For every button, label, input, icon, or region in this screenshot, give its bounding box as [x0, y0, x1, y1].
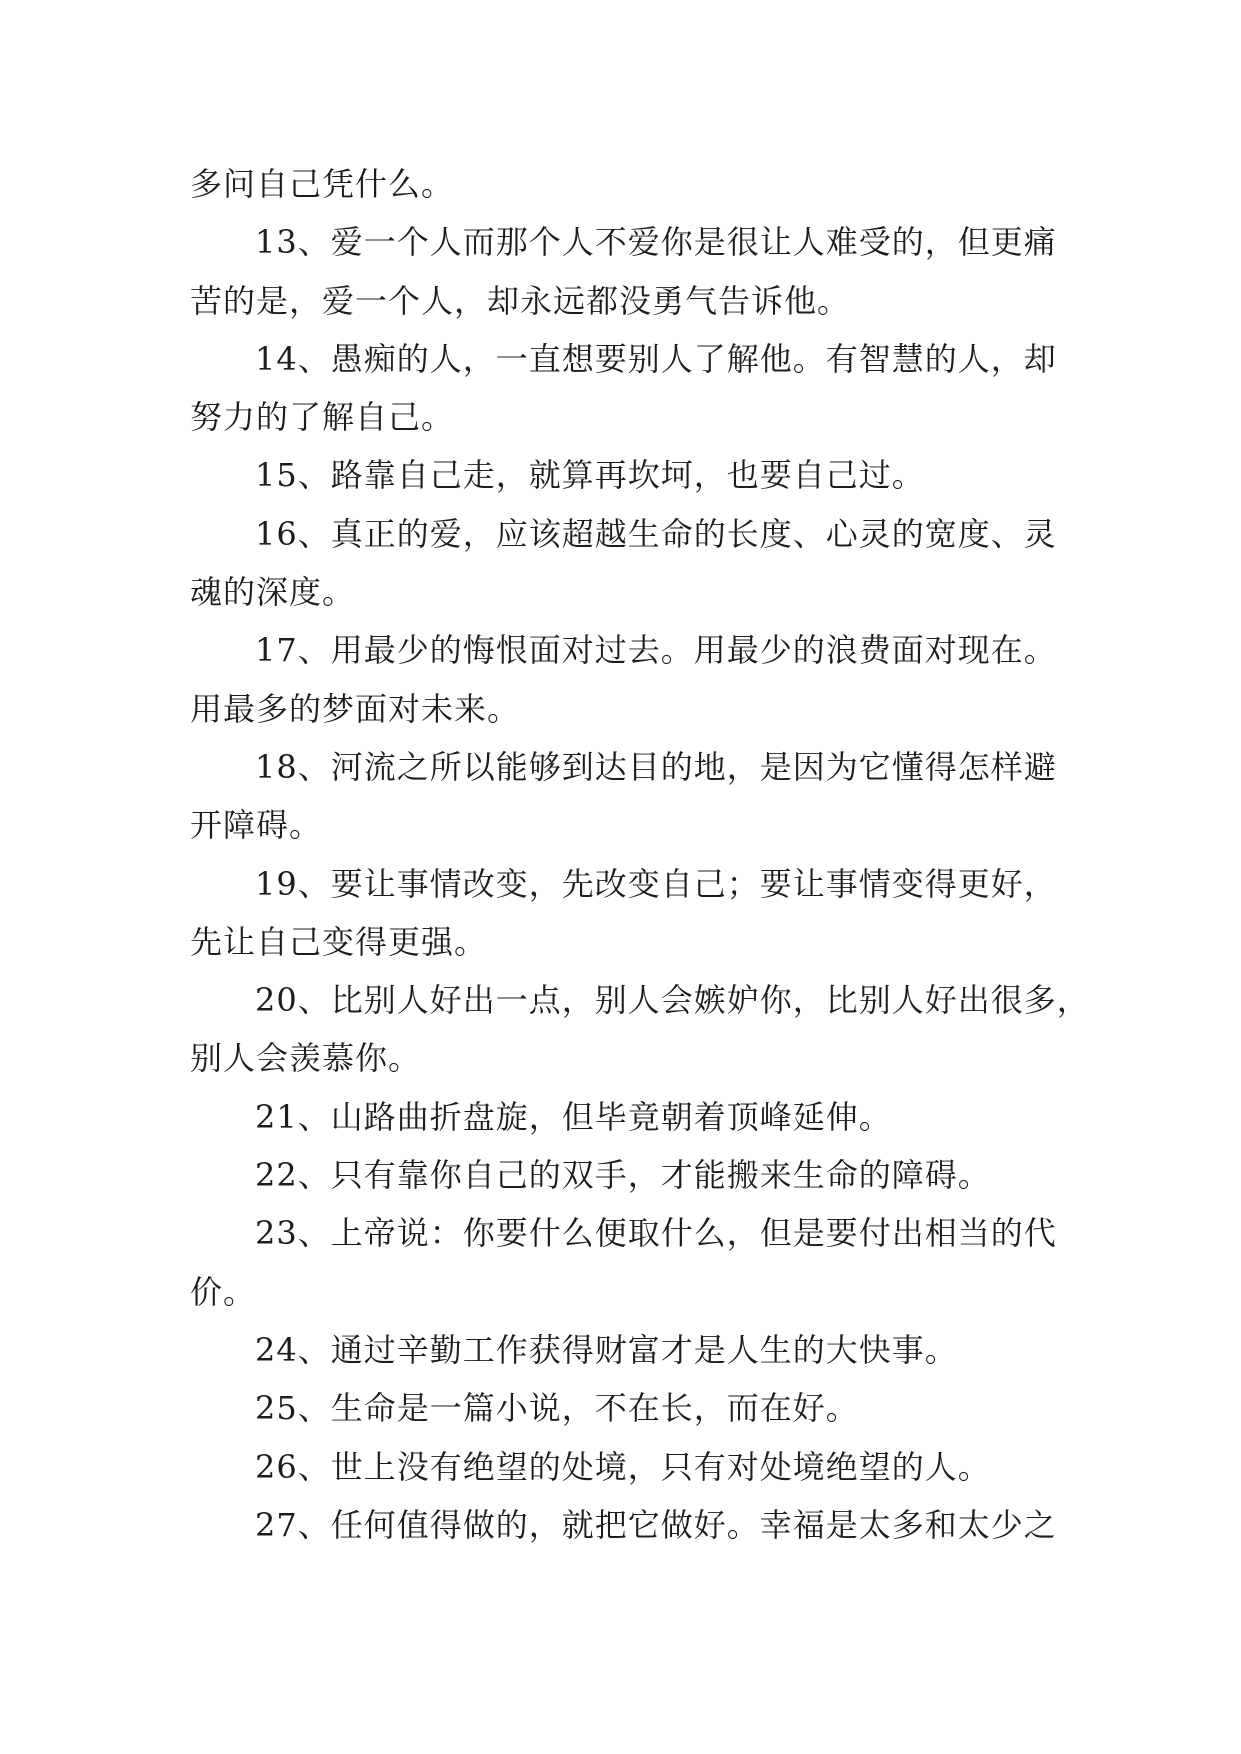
- quote-paragraph-14: [0, 330, 1241, 447]
- text-line: 16、真正的爱，应该超越生命的长度、心灵的宽度、灵: [255, 514, 1057, 553]
- quote-paragraph-27: [0, 1496, 1241, 1554]
- text-line: 开障碍。: [190, 806, 323, 845]
- quote-paragraph-20: [0, 971, 1241, 1088]
- text-line: 23、上帝说：你要什么便取什么，但是要付出相当的代: [255, 1214, 1057, 1253]
- text-line: 先让自己变得更强。: [190, 922, 488, 961]
- quote-paragraph-19: [0, 855, 1241, 972]
- quote-paragraph-26: [0, 1438, 1241, 1496]
- text-line: 18、河流之所以能够到达目的地，是因为它懂得怎样避: [255, 747, 1057, 786]
- text-line: 别人会羡慕你。: [190, 1039, 422, 1078]
- text-line: 27、任何值得做的，就把它做好。幸福是太多和太少之: [255, 1505, 1057, 1544]
- text-line: 21、山路曲折盘旋，但毕竟朝着顶峰延伸。: [255, 1097, 892, 1136]
- quote-paragraph-24: [0, 1321, 1241, 1379]
- quote-paragraph-22: [0, 1146, 1241, 1204]
- text-line: 17、用最少的悔恨面对过去。用最少的浪费面对现在。: [255, 631, 1057, 670]
- quote-paragraph-21: [0, 1088, 1241, 1146]
- text-line: 26、世上没有绝望的处境，只有对处境绝望的人。: [255, 1447, 991, 1486]
- text-line: 24、通过辛勤工作获得财富才是人生的大快事。: [255, 1330, 958, 1369]
- quote-paragraph-25: [0, 1379, 1241, 1437]
- text-line: 19、要让事情改变，先改变自己；要让事情变得更好，: [255, 864, 1057, 903]
- text-line: 22、只有靠你自己的双手，才能搬来生命的障碍。: [255, 1156, 991, 1195]
- text-line: 25、生命是一篇小说，不在长，而在好。: [255, 1389, 859, 1428]
- quote-paragraph-18: [0, 738, 1241, 855]
- text-line: 多问自己凭什么。: [190, 165, 455, 203]
- quote-paragraph-23: [0, 1204, 1241, 1321]
- quote-paragraph-16: [0, 505, 1241, 622]
- text-line: 魂的深度。: [190, 573, 356, 612]
- continued-paragraph: [0, 155, 1241, 213]
- text-line: 20、比别人好出一点，别人会嫉妒你，比别人好出很多，: [255, 981, 1090, 1020]
- text-line: 15、路靠自己走，就算再坎坷，也要自己过。: [255, 456, 925, 495]
- quote-paragraph-13: [0, 213, 1241, 330]
- text-line: 苦的是，爱一个人，却永远都没勇气告诉他。: [190, 281, 851, 320]
- text-line: 用最多的梦面对未来。: [190, 689, 521, 728]
- text-line: 价。: [190, 1272, 257, 1311]
- text-line: 努力的了解自己。: [190, 398, 455, 437]
- quote-paragraph-15: [0, 446, 1241, 504]
- quote-paragraph-17: [0, 621, 1241, 738]
- text-line: 13、爱一个人而那个人不爱你是很让人难受的，但更痛: [255, 223, 1057, 262]
- text-line: 14、愚痴的人，一直想要别人了解他。有智慧的人，却: [255, 339, 1057, 378]
